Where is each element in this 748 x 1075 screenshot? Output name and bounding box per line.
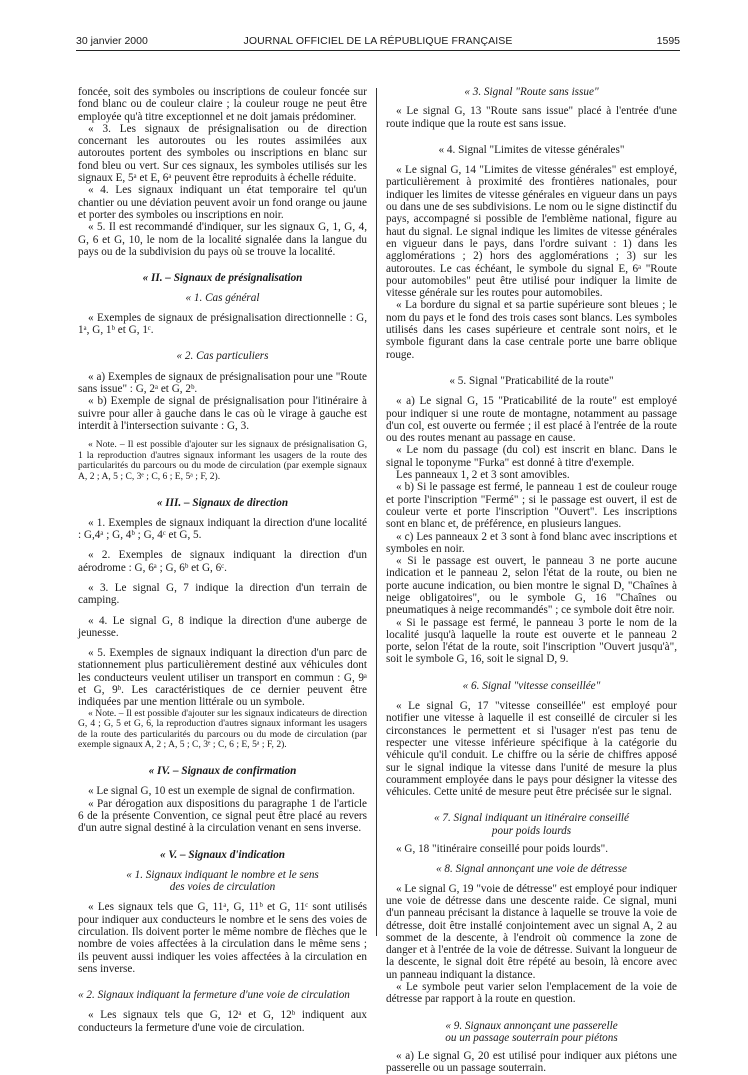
subsection-heading: « 2. Cas particuliers — [176, 350, 269, 363]
paragraph: « 5. Il est recommandé d'indiquer, sur les signaux G, 1, G, 4, G, 6 et G, 10, le nom de la localité signalée dans la langue du pays ou de la subdivision du pays où se trouve la localité. — [78, 221, 367, 258]
paragraph: « Le signal G, 10 est un exemple de signal de confirmation. — [88, 785, 355, 798]
paragraph: « Le signal G, 13 "Route sans issue" placé à l'entrée d'une route indique que la route est sans issue. — [386, 105, 677, 130]
paragraph: « Exemples de signaux de présignalisation directionnelle : G, 1ᵃ, G, 1ᵇ et G, 1ᶜ. — [78, 311, 367, 337]
paragraph: « Le signal G, 19 "voie de détresse" est employé pour indiquer une voie de détresse dans une descente raide. Ce signal, muni d'un panneau précisant la distance à laquelle se trouve la voie de détresse, doit être installé conjointement avec un signal A, 2 au sommet de la descente, à l'endroit où commence la zone de danger et à l'entrée de la voie de détresse. Suivant la longueur de la descente, le signal doit être répété au besoin, là encore avec un panneau indiquant la distance. — [386, 882, 677, 981]
subsection-heading: pour poids lourds — [491, 824, 572, 837]
section-heading: « IV. – Signaux de confirmation — [148, 765, 297, 778]
paragraph: Les panneaux 1, 2 et 3 sont amovibles. — [396, 469, 570, 482]
paragraph: « 1. Exemples de signaux indiquant la direction d'une localité : G,4ᵃ ; G, 4ᵇ ; G, 4ᶜ et G, 5. — [78, 516, 367, 542]
paragraph: « c) Les panneaux 2 et 3 sont à fond blanc avec inscriptions et symboles en noir. — [386, 530, 677, 555]
paragraph: « 5. Exemples de signaux indiquant la direction d'un parc de stationnement plus particulièrement destiné aux véhicules dont les conducteurs veulent utiliser un transport en commun : G, 9ᵃ et G, 9ᵇ. Les caractéristiques de ce dernier peuvent être indiquées par une mention littérale ou un symbole. — [78, 647, 367, 709]
paragraph: « La bordure du signal et sa partie supérieure sont bleues ; le nom du pays et le fond des trois cases sont blancs. Les symboles utilisés dans les cases supérieure et centrale sont noirs, et le symbole figurant dans la case centrale porte une barre oblique rouge. — [386, 299, 677, 361]
subsection-heading: « 7. Signal indiquant un itinéraire conseillé — [433, 812, 630, 825]
subsection-heading: « 3. Signal "Route sans issue" — [464, 86, 599, 98]
paragraph: « 4. Les signaux indiquant un état temporaire tel qu'un chantier ou une déviation peuvent avoir un fond orange ou jaune et porter des symboles ou inscriptions en noir. — [78, 184, 367, 221]
issue-date: 30 janvier 2000 — [76, 35, 148, 47]
paragraph: « a) Exemples de signaux de présignalisation pour une "Route sans issue" : G, 2ᵃ et G, 2ᵇ. — [78, 370, 367, 395]
paragraph: « 3. Les signaux de présignalisation ou de direction concernant les autoroutes ou les routes assimilées aux autoroutes portent des symboles ou inscriptions en blanc sur fond bleu ou vert. Sur ces signaux, les symboles utilisés sur les signaux E, 5ᵃ et E, 6ᵃ peuvent être reproduits à échelle réduite. — [78, 122, 367, 185]
paragraph: « a) Le signal G, 15 "Praticabilité de la route" est employé pour indiquer si une route de montagne, notamment au passage d'un col, est ouverte ou fermée ; il est placé à l'entrée de la route ou des routes menant au passage en cause. — [386, 395, 677, 445]
paragraph: « Les signaux tels que G, 12ᵃ et G, 12ᵇ indiquent aux conducteurs la fermeture d'une voie de circulation. — [78, 1009, 367, 1034]
column-divider — [376, 88, 377, 936]
section-heading: « III. – Signaux de direction — [156, 496, 289, 509]
subsection-heading: « 8. Signal annonçant une voie de détresse — [436, 863, 627, 876]
note: « Note. – Il est possible d'ajouter sur les signaux de présignalisation G, 1 la reproduction d'autres signaux informant les usagers de la route des particularités du parcours ou du mode de circulation (par exemple signaux A, 2 ; A, 5 ; C, 3ᵉ ; C, 6 ; E, 5ᵃ ; F, 2). — [78, 439, 367, 482]
paragraph: foncée, soit des symboles ou inscriptions de couleur foncée sur fond blanc ou de couleur claire ; la couleur rouge ne peut être employée qu'à titre exceptionnel et ne doit jamais prédominer. — [78, 86, 367, 123]
paragraph: « b) Exemple de signal de présignalisation pour l'itinéraire à suivre pour aller à gauche dans le cas où le virage à gauche est interdit à l'intersection suivante : G, 3. — [78, 395, 367, 432]
paragraph: « Si le passage est fermé, le panneau 3 porte le nom de la localité jusqu'à laquelle la route est ouverte et le panneau 2 porte, selon l'état de la route, soit l'inscription "Ouvert jusqu'à", soit le symbole G, 16, soit le signal D, 9. — [386, 616, 677, 666]
paragraph: « Le signal G, 17 "vitesse conseillée" est employé pour notifier une vitesse à laquelle il est conseillé de circuler si les circonstances le permettent et si l'usager n'est pas tenu de respecter une vitesse inférieure spécifique à la catégorie du véhicule qu'il conduit. Le chiffre ou la série de chiffres apposé sur le signal indique la vitesse dans l'unité de mesure la plus couramment employée dans le pays pour désigner la vitesse des véhicules. Cette unité de mesure peut être précisée sur le signal. — [386, 700, 677, 799]
section-heading: « II. – Signaux de présignalisation — [142, 272, 303, 285]
right-column — [386, 86, 677, 1075]
journal-title: JOURNAL OFFICIEL DE LA RÉPUBLIQUE FRANÇAISE — [243, 35, 513, 47]
subsection-heading: « 4. Signal "Limites de vitesse générales" — [438, 143, 625, 156]
left-column — [78, 86, 367, 1034]
paragraph: « b) Si le passage est fermé, le panneau 1 est de couleur rouge et porte l'inscription "Fermé" ; si le passage est ouvert, il est de couleur verte et porte l'inscription "Ouvert". Les inscriptions sont en blanc et, de préférence, en plusieurs langues. — [386, 481, 677, 531]
paragraph: « Le signal G, 14 "Limites de vitesse générales" est employé, particulièrement à proximité des frontières nationales, pour indiquer les limites de vitesse générales en vigueur dans un pays ou dans une de ses subdivisions. Le nom ou le signe distinctif du pays, accompagné si possible de l'emblème national, figure au haut du signal. Le signal indique les limites de vitesse générales en vigueur dans le pays, dans l'ordre suivant : 1) dans les agglomérations ; 2) hors des agglomérations ; 3) sur les autoroutes. Le cas échéant, le symbole du signal E, 6ᵃ "Route pour automobiles" peut être utilisé pour indiquer la limite de vitesse générale sur les routes pour automobiles. — [386, 164, 677, 300]
paragraph: « 2. Exemples de signaux indiquant la direction d'un aérodrome : G, 6ᵃ ; G, 6ᵇ et G, 6ᶜ. — [78, 549, 367, 574]
page-header — [76, 35, 680, 49]
paragraph: « Les signaux tels que G, 11ᵃ, G, 11ᵇ et G, 11ᶜ sont utilisés pour indiquer aux conducteurs le nombre et le sens des voies de circulation. Ils doivent porter le même nombre de flèches que le nombre de voies affectées à la circulation dans le même sens ; ils peuvent aussi indiquer les voies affectées à la circulation en sens inverse. — [78, 901, 367, 975]
subsection-heading: ou un passage souterrain pour piétons — [445, 1031, 618, 1044]
paragraph: « Si le passage est ouvert, le panneau 3 ne porte aucune indication et le panneau 2, selon l'état de la route, ou bien ne porte aucune indication, ou bien montre le signal D, "Chaînes à neige obligatoires", ou le symbole G, 16 "Chaînes ou pneumatiques à neige recommandés" ; ce symbole doit être noir. — [386, 555, 677, 617]
subsection-heading: des voies de circulation — [169, 881, 276, 894]
subsection-heading: « 6. Signal "vitesse conseillée" — [462, 679, 601, 692]
note: « Note. – Il est possible d'ajouter sur les signaux indicateurs de direction G, 4 ; G, 5 et G, 6, la reproduction d'autres signaux informant les usagers de la route des particularités du parcours ou du mode de circulation (par exemple signaux A, 2 ; A, 5 ; C, 3ᵉ ; C, 6 ; E, 5ᵃ ; F, 2). — [78, 707, 367, 751]
page-number: 1595 — [656, 35, 680, 47]
paragraph: « a) Le signal G, 20 est utilisé pour indiquer aux piétons une passerelle ou un passage souterrain. — [386, 1050, 677, 1075]
paragraph: « G, 18 "itinéraire conseillé pour poids lourds". — [396, 843, 609, 856]
paragraph: « Le symbole peut varier selon l'emplacement de la voie de détresse par rapport à la route en question. — [386, 981, 677, 1006]
subsection-heading: « 2. Signaux indiquant la fermeture d'une voie de circulation — [78, 989, 350, 1002]
paragraph: « 3. Le signal G, 7 indique la direction d'un terrain de camping. — [78, 581, 367, 607]
header-rule — [76, 50, 680, 51]
paragraph: « Le nom du passage (du col) est inscrit en blanc. Dans le signal le toponyme "Furka" est donné à titre d'exemple. — [386, 444, 677, 469]
paragraph: « 4. Le signal G, 8 indique la direction d'une auberge de jeunesse. — [78, 614, 367, 639]
subsection-heading: « 1. Cas général — [185, 292, 260, 305]
paragraph: « Par dérogation aux dispositions du paragraphe 1 de l'article 6 de la présente Convention, ce signal peut être placé au revers d'un autre signal destiné à la circulation venant en sens inverse. — [78, 797, 367, 835]
subsection-heading: « 5. Signal "Praticabilité de la route" — [449, 374, 614, 387]
subsection-heading: « 1. Signaux indiquant le nombre et le sens — [126, 868, 319, 881]
subsection-heading: « 9. Signaux annonçant une passerelle — [445, 1019, 618, 1032]
section-heading: « V. – Signaux d'indication — [159, 848, 286, 861]
